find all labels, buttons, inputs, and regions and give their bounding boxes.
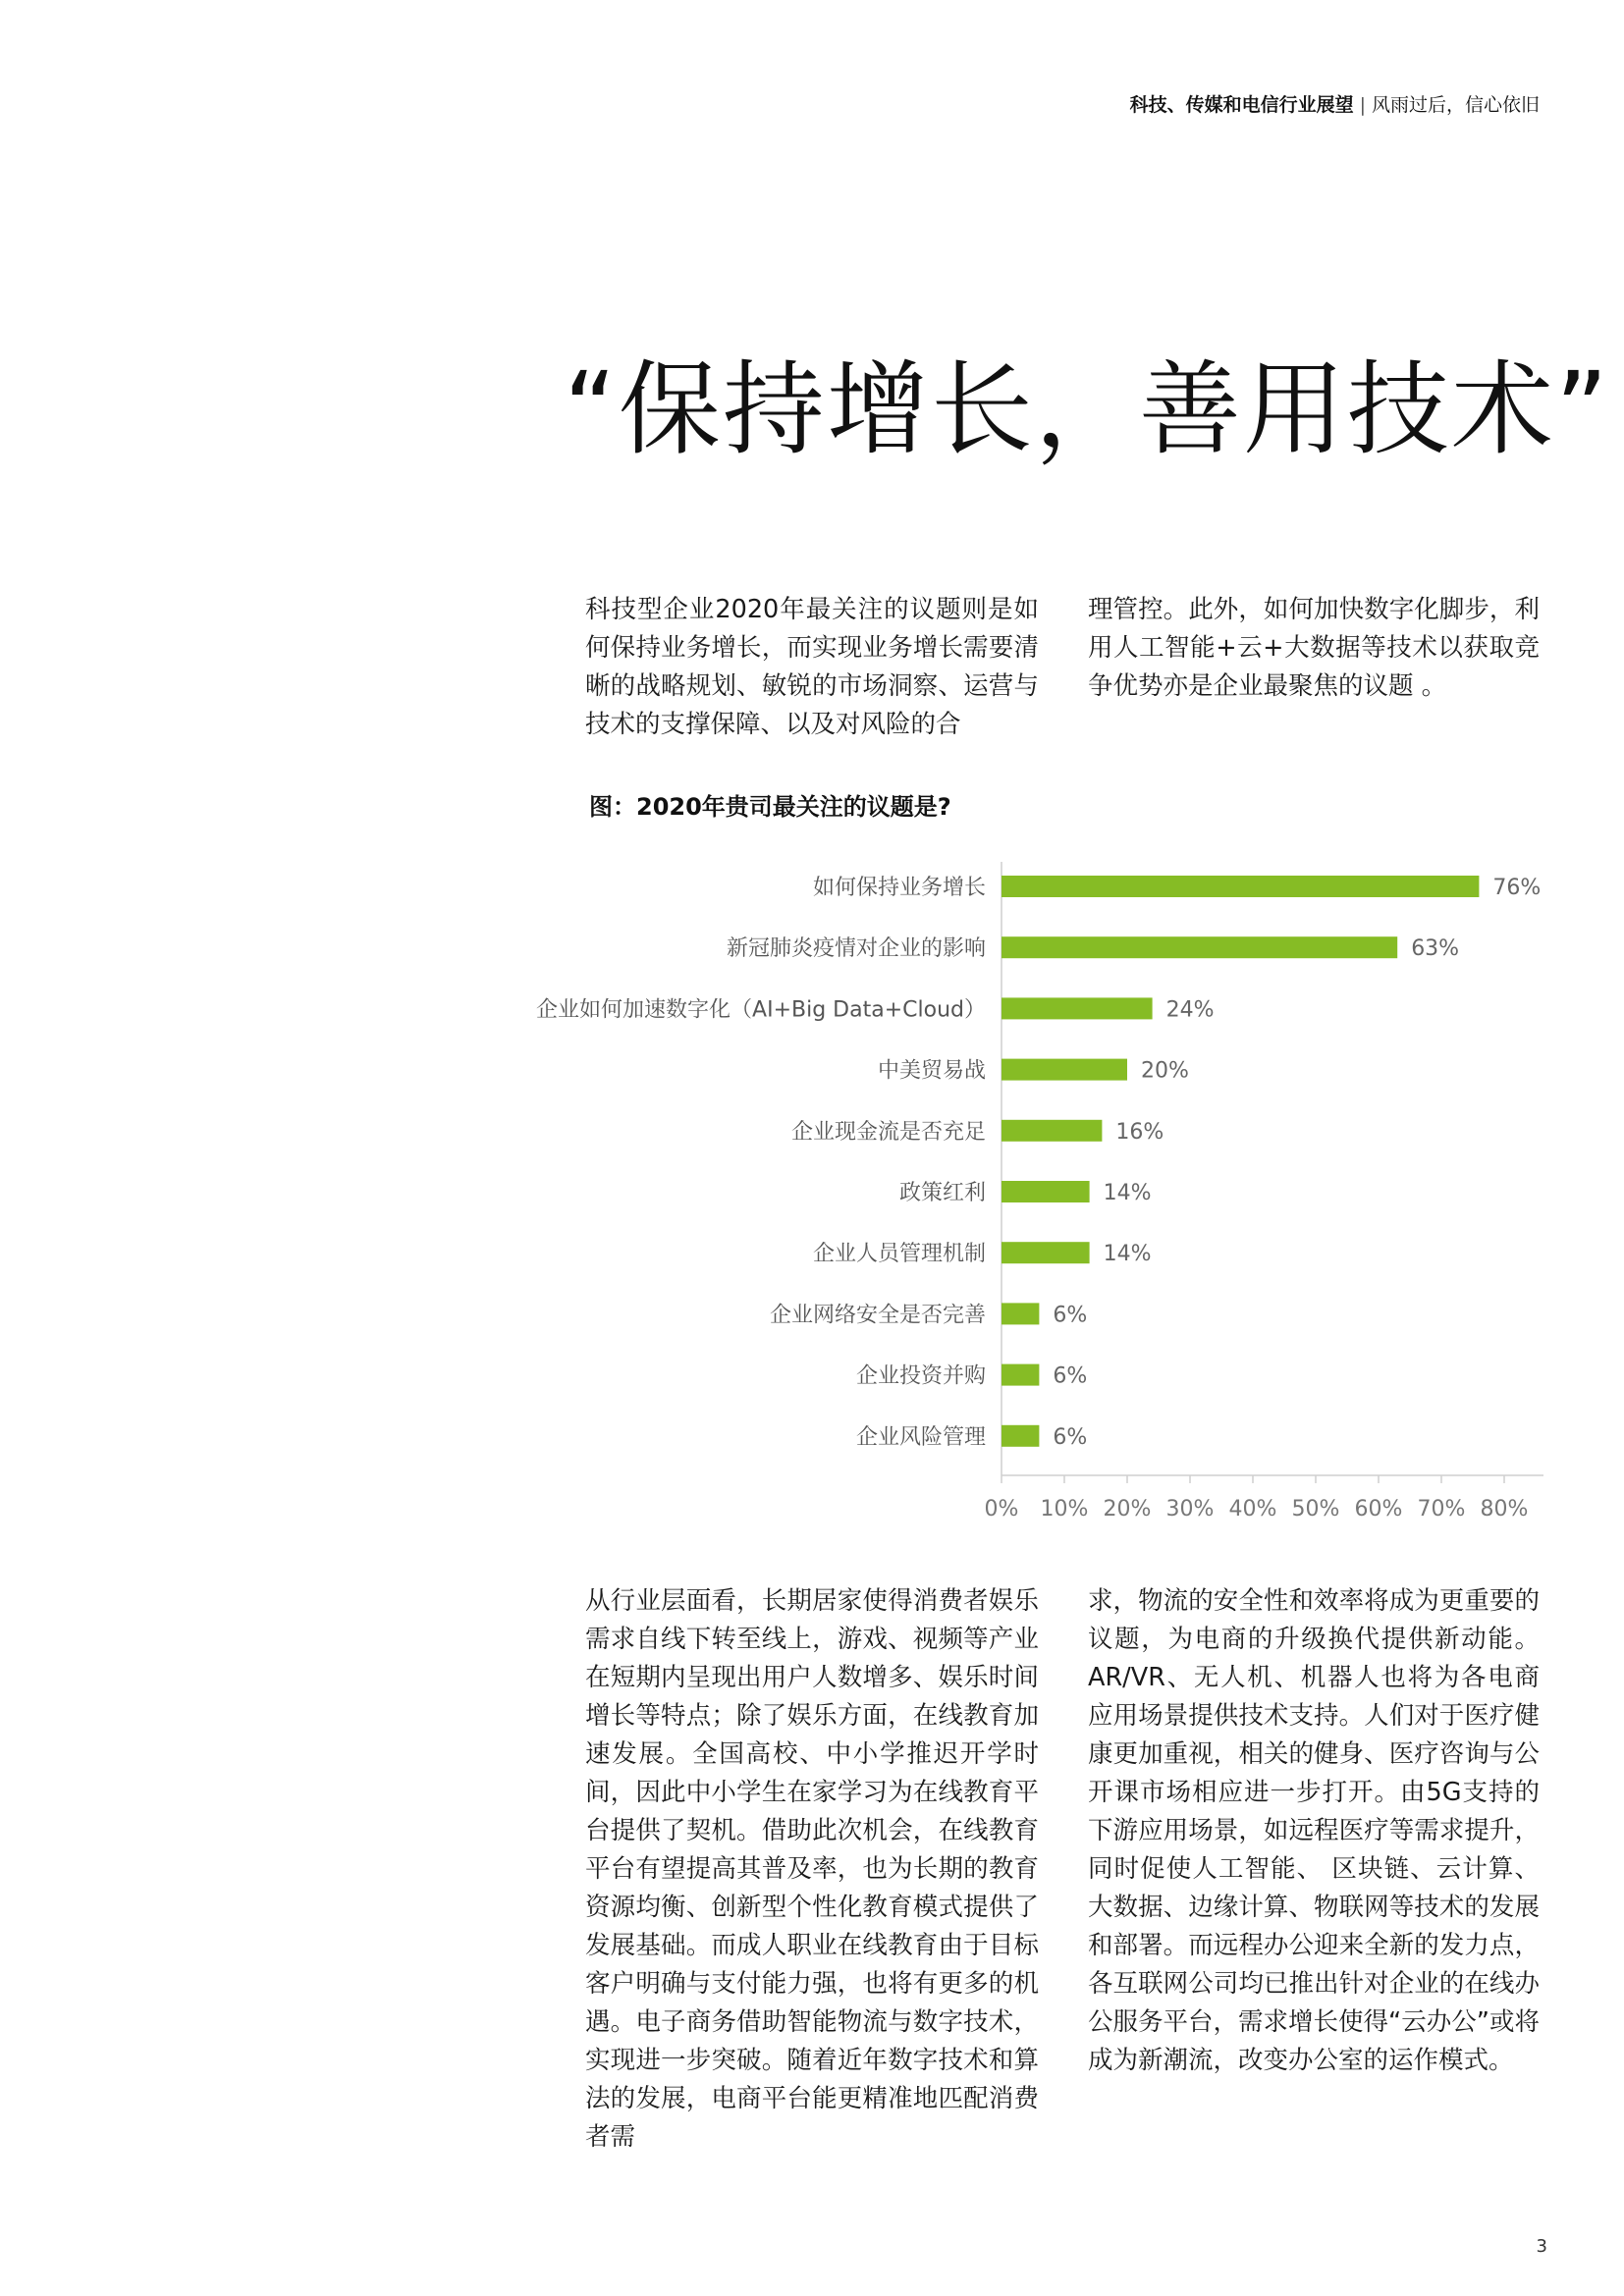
category-label: 新冠肺炎疫情对企业的影响 xyxy=(726,936,986,962)
bar xyxy=(1001,1425,1039,1447)
category-label: 中美贸易战 xyxy=(877,1058,986,1084)
category-label: 企业投资并购 xyxy=(855,1363,986,1389)
bar xyxy=(1001,1120,1102,1142)
data-label: 14% xyxy=(1103,1181,1152,1205)
bar xyxy=(1001,1181,1090,1202)
intro-column-left: 科技型企业2020年最关注的议题则是如何保持业务增长，而实现业务增长需要清晰的战略规划、敏锐的市场洞察、运营与技术的支撑保障、以及对风险的合 xyxy=(585,595,1039,739)
category-label: 企业现金流是否充足 xyxy=(790,1119,986,1145)
bar xyxy=(1001,997,1153,1019)
category-label: 企业人员管理机制 xyxy=(812,1242,986,1267)
x-tick-label: 60% xyxy=(1354,1497,1403,1522)
data-label: 63% xyxy=(1411,936,1460,962)
category-label: 企业如何加速数字化（AI+Big Data+Cloud） xyxy=(536,997,986,1023)
body-column-left: 从行业层面看，长期居家使得消费者娱乐需求自线下转至线上，游戏、视频等产业在短期内呈现出用户人数增多、娱乐时间增长等特点；除了娱乐方面，在线教育加速发展。全国高校、中小学推迟开学时间，因此中小学生在家学习为在线教育平台提供了契机。借助此次机会，在线教育平台有望提高其普及率，也为长期的教育资源均衡、创新型个性化教育模式提供了发展基础。而成人职业在线教育由于目标客户明确与支付能力强，也将有更多的机遇。电子商务借助智能物流与数字技术，实现进一步突破。随着近年数字技术和算法的发展，电商平台能更精准地匹配消费者需 xyxy=(585,1586,1039,2152)
x-tick-label: 50% xyxy=(1291,1497,1340,1522)
header-separator: | xyxy=(1359,94,1366,116)
x-tick-label: 40% xyxy=(1228,1497,1277,1522)
bar xyxy=(1001,1364,1039,1386)
x-tick-label: 0% xyxy=(984,1497,1019,1522)
data-label: 24% xyxy=(1165,997,1215,1023)
bar xyxy=(1001,936,1397,958)
intro-column-right: 理管控。此外，如何加快数字化脚步，利用人工智能+云+大数据等技术以获取竞争优势亦是企业最聚焦的议题 。 xyxy=(1088,595,1540,701)
chart-title: 图：2020年贵司最关注的议题是? xyxy=(589,793,951,821)
x-tick-label: 70% xyxy=(1417,1497,1466,1522)
data-label: 6% xyxy=(1053,1424,1088,1450)
data-label: 6% xyxy=(1053,1363,1088,1389)
data-label: 6% xyxy=(1053,1303,1088,1328)
x-tick-label: 30% xyxy=(1165,1497,1215,1522)
bar xyxy=(1001,1303,1039,1324)
data-label: 20% xyxy=(1141,1058,1189,1084)
category-label: 如何保持业务增长 xyxy=(812,876,986,900)
header-report-title: 科技、传媒和电信行业展望 xyxy=(1129,94,1354,116)
category-label: 政策红利 xyxy=(898,1181,986,1205)
bar xyxy=(1001,876,1479,897)
category-label: 企业网络安全是否完善 xyxy=(769,1303,986,1328)
header-subtitle: 风雨过后，信心依旧 xyxy=(1371,94,1540,116)
bar xyxy=(1001,1059,1127,1081)
body-column-right: 求，物流的安全性和效率将成为更重要的议题，为电商的升级换代提供新动能。AR/VR、无人机、机器人也将为各电商应用场景提供技术支持。人们对于医疗健康更加重视，相关的健身、医疗咨询与公开课市场相应进一步打开。由5G支持的下游应用场景，如远程医疗等需求提升，同时促使人工智能、 区块链、云计算、大数据、边缘计算、物联网等技术的发展和部署。而远程办公迎来全新的发力点，各互联网公司均已推出针对企业的在线办公服务平台，需求增长使得“云办公”或将成为新潮流，改变办公室的运作模式。 xyxy=(1088,1586,1540,2075)
data-label: 76% xyxy=(1492,876,1542,900)
page-title: “保持增长，善用技术” xyxy=(564,349,1610,469)
x-tick-label: 10% xyxy=(1040,1497,1089,1522)
category-label: 企业风险管理 xyxy=(855,1424,986,1450)
data-label: 14% xyxy=(1103,1242,1152,1267)
data-label: 16% xyxy=(1115,1119,1164,1145)
page-number: 3 xyxy=(1536,2236,1547,2257)
x-tick-label: 20% xyxy=(1103,1497,1152,1522)
x-tick-label: 80% xyxy=(1480,1497,1529,1522)
bar xyxy=(1001,1242,1090,1263)
